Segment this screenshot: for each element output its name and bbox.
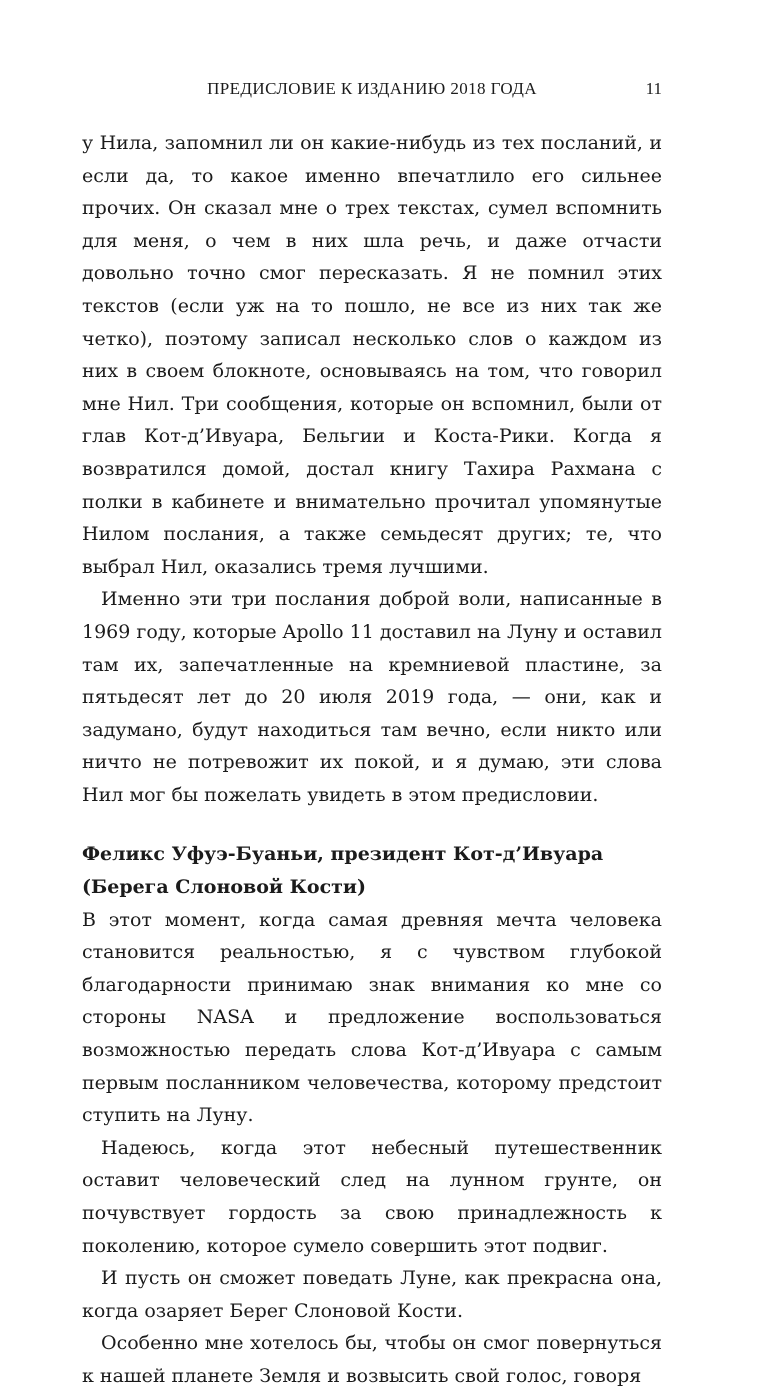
running-title: ПРЕДИСЛОВИЕ К ИЗДАНИЮ 2018 ГОДА	[207, 79, 537, 98]
paragraph-3: В этот момент, когда самая древняя мечта человека становится реальностью, я с чувством глубокой благодарности принимаю знак внимания ко мне со стороны NASA и предложение воспользоваться возможностью передать слова Кот-д’Ивуара с самым первым посланником человечества, которому предстоит ступить на Луну.	[82, 908, 662, 1127]
body-text	[82, 127, 662, 1393]
paragraph-4: Надеюсь, когда этот небесный путешественник оставит человеческий след на лунном грунте, он почувствует гордость за свою принадлежность к поколению, которое сумело совершить этот подвиг.	[82, 1136, 662, 1257]
section-title: Феликс Уфуэ-Буаньи, президент Кот-д’Ивуара (Берега Слоновой Кости)	[82, 843, 604, 899]
paragraph-2: Именно эти три послания доброй воли, написанные в 1969 году, которые Apollo 11 доставил на Луну и оставил там их, запечатленные на кремниевой пластине, за пятьдесят лет до 20 июля 2019 года, — они, как и задумано, будут находиться там вечно, если никто или ничто не потревожит их покой, и я думаю, эти слова Нил мог бы пожелать увидеть в этом предисловии.	[82, 588, 662, 806]
paragraph-6: Особенно мне хотелось бы, чтобы он смог повернуться к нашей планете Земля и возвысить свой голос, говоря	[82, 1332, 662, 1387]
running-header	[82, 76, 662, 102]
paragraph-1: у Нила, запомнил ли он какие-нибудь из тех посланий, и если да, то какое именно впечатлило его сильнее прочих. Он сказал мне о трех текстах, сумел вспомнить для меня, о чем в них шла речь, и даже отчасти довольно точно смог пересказать. Я не помнил этих текстов (если уж на то пошло, не все из них так же четко), поэтому записал несколько слов о каждом из них в своем блокноте, основываясь на том, что говорил мне Нил. Три сообщения, которые он вспомнил, были от глав Кот-д’Ивуара, Бельгии и Коста-Рики. Когда я возвратился домой, достал книгу Тахира Рахмана с полки в кабинете и внимательно прочитал упомянутые Нилом послания, а также семьдесят других; те, что выбрал Нил, оказались тремя лучшими.	[82, 132, 662, 578]
page-number: 11	[645, 79, 662, 98]
paragraph-5: И пусть он сможет поведать Луне, как прекрасна она, когда озаряет Берег Слоновой Кости.	[82, 1267, 662, 1322]
